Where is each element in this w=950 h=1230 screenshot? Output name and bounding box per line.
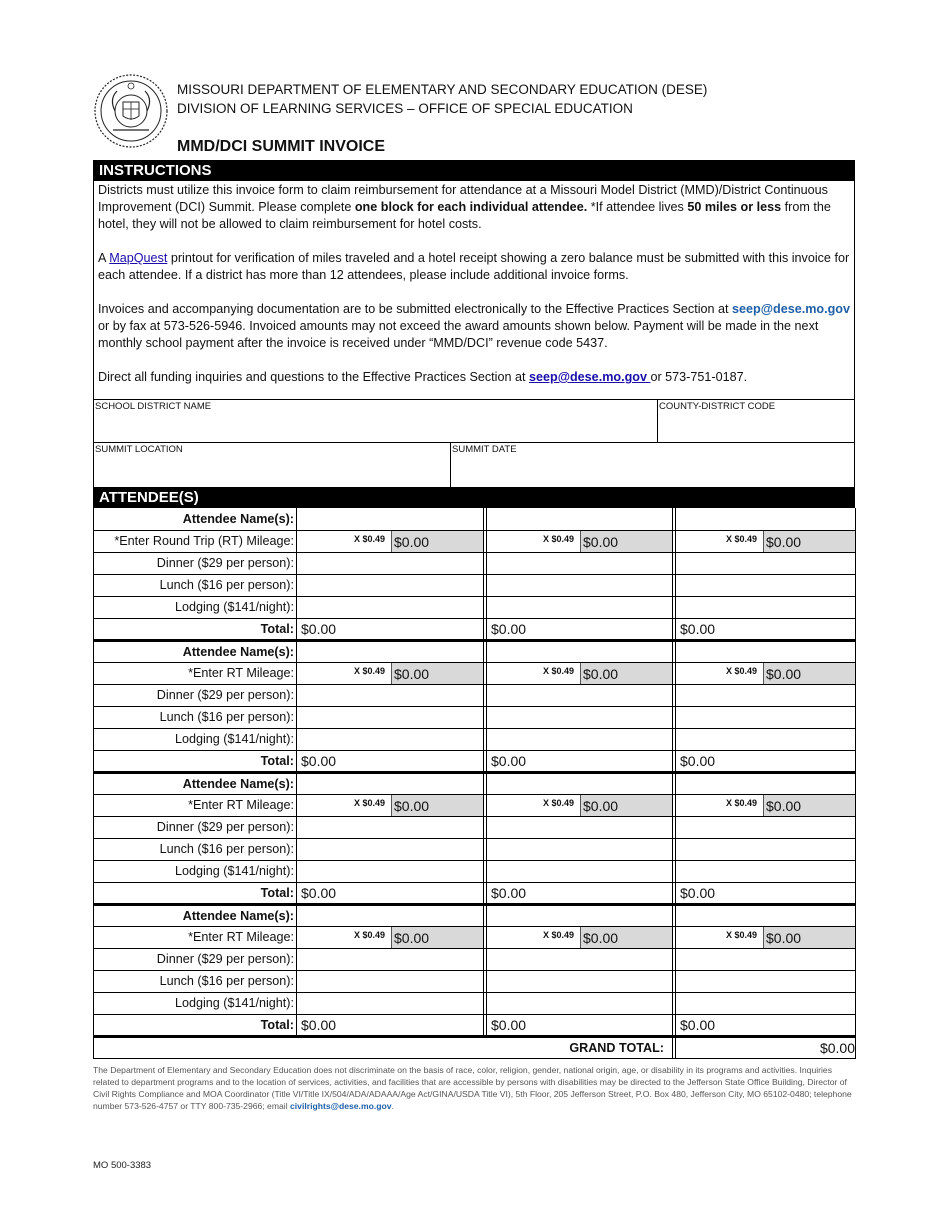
attendee-dinner-input[interactable] xyxy=(297,552,484,574)
mileage-cell[interactable] xyxy=(297,926,484,948)
mileage-rate: X $0.49 xyxy=(725,797,757,808)
attendee-name-row xyxy=(94,904,856,926)
mileage-amount: $0.00 xyxy=(391,795,483,816)
attendee-dinner-input[interactable] xyxy=(297,948,484,970)
instructions-paragraph-3 xyxy=(98,301,850,352)
text: Districts must utilize this invoice form to claim reimbursement for attendance at a Missouri Model District (MMD)/District Continuous Improvement (DCI) Summit. Please complete xyxy=(98,183,828,214)
field-label: SUMMIT LOCATION xyxy=(95,444,183,455)
attendee-lunch-row xyxy=(94,970,856,992)
attendee-name-input[interactable] xyxy=(297,904,484,926)
row-label: *Enter Round Trip (RT) Mileage: xyxy=(94,530,297,552)
attendee-lunch-row xyxy=(94,838,856,860)
attendee-lodging-input[interactable] xyxy=(297,728,484,750)
text: Direct all funding inquiries and questions to the Effective Practices Section at xyxy=(98,370,529,384)
mileage-rate: X $0.49 xyxy=(353,929,385,940)
attendee-lunch-input[interactable] xyxy=(487,838,673,860)
mileage-cell[interactable] xyxy=(487,926,673,948)
row-label: Total: xyxy=(94,750,297,772)
attendee-mileage-row xyxy=(94,926,856,948)
text: . xyxy=(391,1101,394,1111)
instructions-paragraph-4 xyxy=(98,369,850,386)
mileage-cell[interactable] xyxy=(487,530,673,552)
attendee-lodging-row xyxy=(94,992,856,1014)
attendee-lunch-input[interactable] xyxy=(676,574,856,596)
attendee-total: $0.00 xyxy=(297,882,484,904)
text: or by fax at 573-526-5946. Invoiced amounts may not exceed the award amounts shown below. Payment will be made in the next monthly school payment after the invoice is received under “MMD/DCI” revenue code 5437. xyxy=(98,319,819,350)
mapquest-link[interactable]: MapQuest xyxy=(109,251,168,265)
attendee-total: $0.00 xyxy=(676,750,856,772)
mileage-amount: $0.00 xyxy=(580,531,672,552)
text: printout for verification of miles traveled and a hotel receipt showing a zero balance must be submitted with this invoice for each attendee. If a district has more than 12 attendees, please include additional invoice forms. xyxy=(98,251,850,282)
instructions-heading: INSTRUCTIONS xyxy=(93,160,855,181)
attendee-dinner-input[interactable] xyxy=(676,552,856,574)
attendee-lunch-row xyxy=(94,706,856,728)
mileage-cell[interactable] xyxy=(676,662,856,684)
invoice-form xyxy=(93,160,855,1059)
attendee-lodging-input[interactable] xyxy=(487,596,673,618)
attendee-name-input[interactable] xyxy=(487,904,673,926)
attendee-total: $0.00 xyxy=(487,618,673,640)
text-bold: one block for each individual attendee. xyxy=(354,200,588,214)
attendee-name-input[interactable] xyxy=(676,508,856,530)
field-label: COUNTY-DISTRICT CODE xyxy=(659,401,776,412)
attendee-dinner-input[interactable] xyxy=(487,816,673,838)
field-label: SCHOOL DISTRICT NAME xyxy=(95,401,212,412)
attendee-dinner-input[interactable] xyxy=(487,552,673,574)
attendee-lunch-input[interactable] xyxy=(487,706,673,728)
mileage-cell[interactable] xyxy=(676,794,856,816)
field-label: SUMMIT DATE xyxy=(452,444,517,455)
attendee-dinner-input[interactable] xyxy=(487,948,673,970)
form-number: MO 500-3383 xyxy=(93,1160,152,1171)
attendee-lunch-input[interactable] xyxy=(297,574,484,596)
row-label: *Enter RT Mileage: xyxy=(94,794,297,816)
attendee-lunch-input[interactable] xyxy=(676,838,856,860)
mileage-amount: $0.00 xyxy=(763,795,855,816)
attendee-name-input[interactable] xyxy=(297,772,484,794)
mileage-rate: X $0.49 xyxy=(542,797,574,808)
missouri-state-seal-icon xyxy=(93,72,169,150)
attendee-lodging-row xyxy=(94,596,856,618)
attendee-name-input[interactable] xyxy=(487,640,673,662)
agency-header xyxy=(177,80,707,118)
attendee-lodging-row xyxy=(94,860,856,882)
row-label: Lunch ($16 per person): xyxy=(94,838,297,860)
mileage-rate: X $0.49 xyxy=(353,797,385,808)
civil-rights-email: civilrights@dese.mo.gov xyxy=(290,1101,392,1111)
text: Invoices and accompanying documentation are to be submitted electronically to the Effective Practices Section at xyxy=(98,302,733,316)
attendee-lunch-input[interactable] xyxy=(676,706,856,728)
attendee-total: $0.00 xyxy=(487,750,673,772)
county-district-code-field[interactable] xyxy=(658,400,854,442)
mileage-amount: $0.00 xyxy=(391,927,483,948)
text: *If attendee lives xyxy=(587,200,688,214)
attendee-mileage-row xyxy=(94,530,856,552)
school-district-name-field[interactable] xyxy=(94,400,658,442)
row-label: Lunch ($16 per person): xyxy=(94,706,297,728)
mileage-rate: X $0.49 xyxy=(353,533,385,544)
attendee-total-row xyxy=(94,1014,856,1036)
attendee-lodging-input[interactable] xyxy=(676,728,856,750)
attendee-dinner-input[interactable] xyxy=(676,684,856,706)
attendee-dinner-input[interactable] xyxy=(487,684,673,706)
agency-line-2: DIVISION OF LEARNING SERVICES – OFFICE OF SPECIAL EDUCATION xyxy=(177,101,633,116)
row-label: *Enter RT Mileage: xyxy=(94,662,297,684)
attendee-name-input[interactable] xyxy=(676,904,856,926)
grand-total-label: GRAND TOTAL: xyxy=(94,1036,673,1058)
email-text: seep@dese.mo.gov xyxy=(732,302,850,316)
mileage-amount: $0.00 xyxy=(763,927,855,948)
attendee-lodging-row xyxy=(94,728,856,750)
attendees-heading: ATTENDEE(S) xyxy=(93,487,855,508)
mileage-cell[interactable] xyxy=(297,794,484,816)
attendee-lunch-input[interactable] xyxy=(297,706,484,728)
attendee-lunch-input[interactable] xyxy=(487,574,673,596)
summit-location-field[interactable] xyxy=(94,443,450,487)
agency-line-1: MISSOURI DEPARTMENT OF ELEMENTARY AND SECONDARY EDUCATION (DESE) xyxy=(177,82,708,97)
mileage-rate: X $0.49 xyxy=(542,533,574,544)
text: or 573-751-0187. xyxy=(650,370,748,384)
attendee-dinner-input[interactable] xyxy=(297,816,484,838)
form-title: MMD/DCI SUMMIT INVOICE xyxy=(177,138,385,155)
mileage-rate: X $0.49 xyxy=(542,929,574,940)
attendee-name-input[interactable] xyxy=(676,772,856,794)
grand-total-row xyxy=(94,1036,856,1058)
row-label: Dinner ($29 per person): xyxy=(94,552,297,574)
nondiscrimination-notice xyxy=(93,1064,855,1112)
row-label: Dinner ($29 per person): xyxy=(94,816,297,838)
row-label: Lodging ($141/night): xyxy=(94,728,297,750)
attendee-dinner-row xyxy=(94,552,856,574)
row-label: Lodging ($141/night): xyxy=(94,860,297,882)
mileage-cell[interactable] xyxy=(676,926,856,948)
attendee-name-input[interactable] xyxy=(297,508,484,530)
summit-row xyxy=(94,443,854,487)
attendee-lodging-input[interactable] xyxy=(487,992,673,1014)
attendee-name-row xyxy=(94,508,856,530)
attendee-total: $0.00 xyxy=(297,1014,484,1036)
attendee-name-row xyxy=(94,640,856,662)
attendee-total: $0.00 xyxy=(487,882,673,904)
text: from the hotel, they will not be allowed to claim reimbursement for hotel costs. xyxy=(98,200,831,231)
row-label: Attendee Name(s): xyxy=(94,772,297,794)
row-label: Total: xyxy=(94,618,297,640)
row-label: Lodging ($141/night): xyxy=(94,992,297,1014)
mileage-cell[interactable] xyxy=(297,662,484,684)
district-fields xyxy=(93,399,855,487)
district-row xyxy=(94,400,854,443)
mileage-amount: $0.00 xyxy=(391,663,483,684)
row-label: Dinner ($29 per person): xyxy=(94,948,297,970)
attendee-dinner-input[interactable] xyxy=(297,684,484,706)
mileage-rate: X $0.49 xyxy=(725,929,757,940)
row-label: Attendee Name(s): xyxy=(94,904,297,926)
attendee-total: $0.00 xyxy=(676,618,856,640)
attendee-dinner-input[interactable] xyxy=(676,948,856,970)
attendee-dinner-input[interactable] xyxy=(676,816,856,838)
mileage-amount: $0.00 xyxy=(580,663,672,684)
attendee-dinner-row xyxy=(94,816,856,838)
mileage-rate: X $0.49 xyxy=(353,665,385,676)
attendee-lunch-input[interactable] xyxy=(487,970,673,992)
attendee-name-input[interactable] xyxy=(297,640,484,662)
text: A xyxy=(98,251,110,265)
instructions-paragraph-1 xyxy=(98,182,850,233)
grand-total-value: $0.00 xyxy=(676,1036,856,1058)
attendee-total-row xyxy=(94,618,856,640)
mileage-rate: X $0.49 xyxy=(725,533,757,544)
row-label: *Enter RT Mileage: xyxy=(94,926,297,948)
attendee-dinner-row xyxy=(94,948,856,970)
attendee-total-row xyxy=(94,750,856,772)
mileage-cell[interactable] xyxy=(297,530,484,552)
attendee-mileage-row xyxy=(94,794,856,816)
row-label: Attendee Name(s): xyxy=(94,508,297,530)
attendee-lunch-row xyxy=(94,574,856,596)
attendee-lodging-input[interactable] xyxy=(297,596,484,618)
mileage-amount: $0.00 xyxy=(763,663,855,684)
attendee-name-input[interactable] xyxy=(487,508,673,530)
attendee-name-input[interactable] xyxy=(676,640,856,662)
attendee-lunch-input[interactable] xyxy=(676,970,856,992)
mileage-amount: $0.00 xyxy=(763,531,855,552)
attendee-total: $0.00 xyxy=(487,1014,673,1036)
mileage-cell[interactable] xyxy=(487,662,673,684)
text-bold: 50 miles or less xyxy=(687,200,782,214)
attendee-total-row xyxy=(94,882,856,904)
attendee-lodging-input[interactable] xyxy=(487,860,673,882)
attendee-mileage-row xyxy=(94,662,856,684)
row-label: Attendee Name(s): xyxy=(94,640,297,662)
summit-date-field[interactable] xyxy=(450,443,854,487)
mileage-amount: $0.00 xyxy=(580,927,672,948)
instructions-paragraph-2 xyxy=(98,250,850,284)
mileage-rate: X $0.49 xyxy=(542,665,574,676)
attendee-name-input[interactable] xyxy=(487,772,673,794)
email-link[interactable]: seep@dese.mo.gov xyxy=(529,370,651,384)
row-label: Total: xyxy=(94,1014,297,1036)
attendee-lodging-input[interactable] xyxy=(297,992,484,1014)
attendee-dinner-row xyxy=(94,684,856,706)
instructions-body xyxy=(93,181,855,399)
attendee-lodging-input[interactable] xyxy=(676,596,856,618)
attendee-lodging-input[interactable] xyxy=(487,728,673,750)
attendee-total: $0.00 xyxy=(297,750,484,772)
attendee-name-row xyxy=(94,772,856,794)
attendee-total: $0.00 xyxy=(676,1014,856,1036)
row-label: Lunch ($16 per person): xyxy=(94,574,297,596)
row-label: Total: xyxy=(94,882,297,904)
text: The Department of Elementary and Secondary Education does not discriminate on the basis of race, color, religion, gender, national origin, age, or disability in its programs and activities. Inquiries related to department programs and to the location of services, activities, and facilities that are accessible by persons with disabilities may be directed to the Jefferson State Office Building, Director of Civil Rights Compliance and MOA Coordinator (Title VI/Title IX/504/ADA/ADAAA/Age Act/GINA/USDA Title VI), 5th Floor, 205 Jefferson Street, P.O. Box 480, Jefferson City, MO 65102-0480; telephone number 573-526-4757 or TTY 800-735-2966; email xyxy=(93,1065,852,1111)
attendee-total: $0.00 xyxy=(676,882,856,904)
attendee-lunch-input[interactable] xyxy=(297,838,484,860)
row-label: Lodging ($141/night): xyxy=(94,596,297,618)
attendee-lodging-input[interactable] xyxy=(676,860,856,882)
mileage-cell[interactable] xyxy=(487,794,673,816)
row-label: Dinner ($29 per person): xyxy=(94,684,297,706)
attendee-lodging-input[interactable] xyxy=(676,992,856,1014)
attendee-grid xyxy=(93,508,856,1059)
mileage-rate: X $0.49 xyxy=(725,665,757,676)
mileage-cell[interactable] xyxy=(676,530,856,552)
attendee-total: $0.00 xyxy=(297,618,484,640)
attendee-lunch-input[interactable] xyxy=(297,970,484,992)
row-label: Lunch ($16 per person): xyxy=(94,970,297,992)
mileage-amount: $0.00 xyxy=(580,795,672,816)
attendee-lodging-input[interactable] xyxy=(297,860,484,882)
mileage-amount: $0.00 xyxy=(391,531,483,552)
